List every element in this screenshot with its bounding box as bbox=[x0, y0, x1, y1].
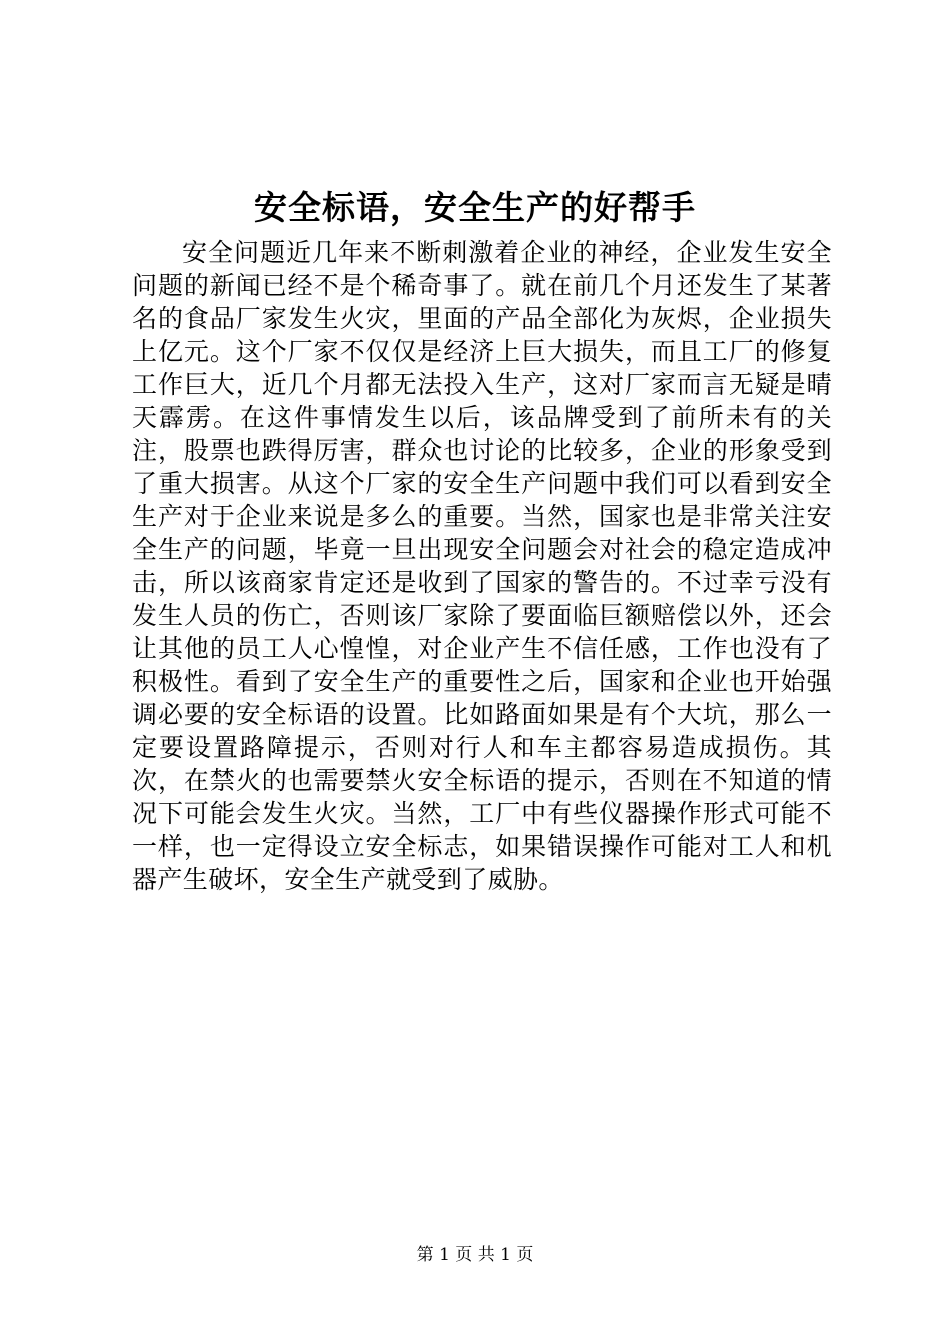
document-title: 安全标语，安全生产的好帮手 bbox=[254, 188, 696, 227]
document-body-paragraph: 安全问题近几年来不断刺激着企业的神经，企业发生安全问题的新闻已经不是个稀奇事了。就在前几个月还发生了某著名的食品厂家发生火灾，里面的产品全部化为灰烬，企业损失上亿元。这个厂家不仅仅是经济上巨大损失，而且工厂的修复工作巨大，近几个月都无法投入生产，这对厂家而言无疑是晴天霹雳。在这件事情发生以后，该品牌受到了前所未有的关注，股票也跌得厉害，群众也讨论的比较多，企业的形象受到了重大损害。从这个厂家的安全生产问题中我们可以看到安全生产对于企业来说是多么的重要。当然，国家也是非常关注安全生产的问题，毕竟一旦出现安全问题会对社会的稳定造成冲击，所以该商家肯定还是收到了国家的警告的。不过幸亏没有发生人员的伤亡，否则该厂家除了要面临巨额赔偿以外，还会让其他的员工人心惶惶，对企业产生不信任感，工作也没有了积极性。看到了安全生产的重要性之后，国家和企业也开始强调必要的安全标语的设置。比如路面如果是有个大坑，那么一定要设置路障提示，否则对行人和车主都容易造成损伤。其次，在禁火的也需要禁火安全标语的提示，否则在不知道的情况下可能会发生火灾。当然，工厂中有些仪器操作形式可能不一样，也一定得设立安全标志，如果错误操作可能对工人和机器产生破坏，安全生产就受到了威胁。 bbox=[132, 238, 832, 894]
page-number-footer: 第 1 页 共 1 页 bbox=[416, 1245, 534, 1265]
